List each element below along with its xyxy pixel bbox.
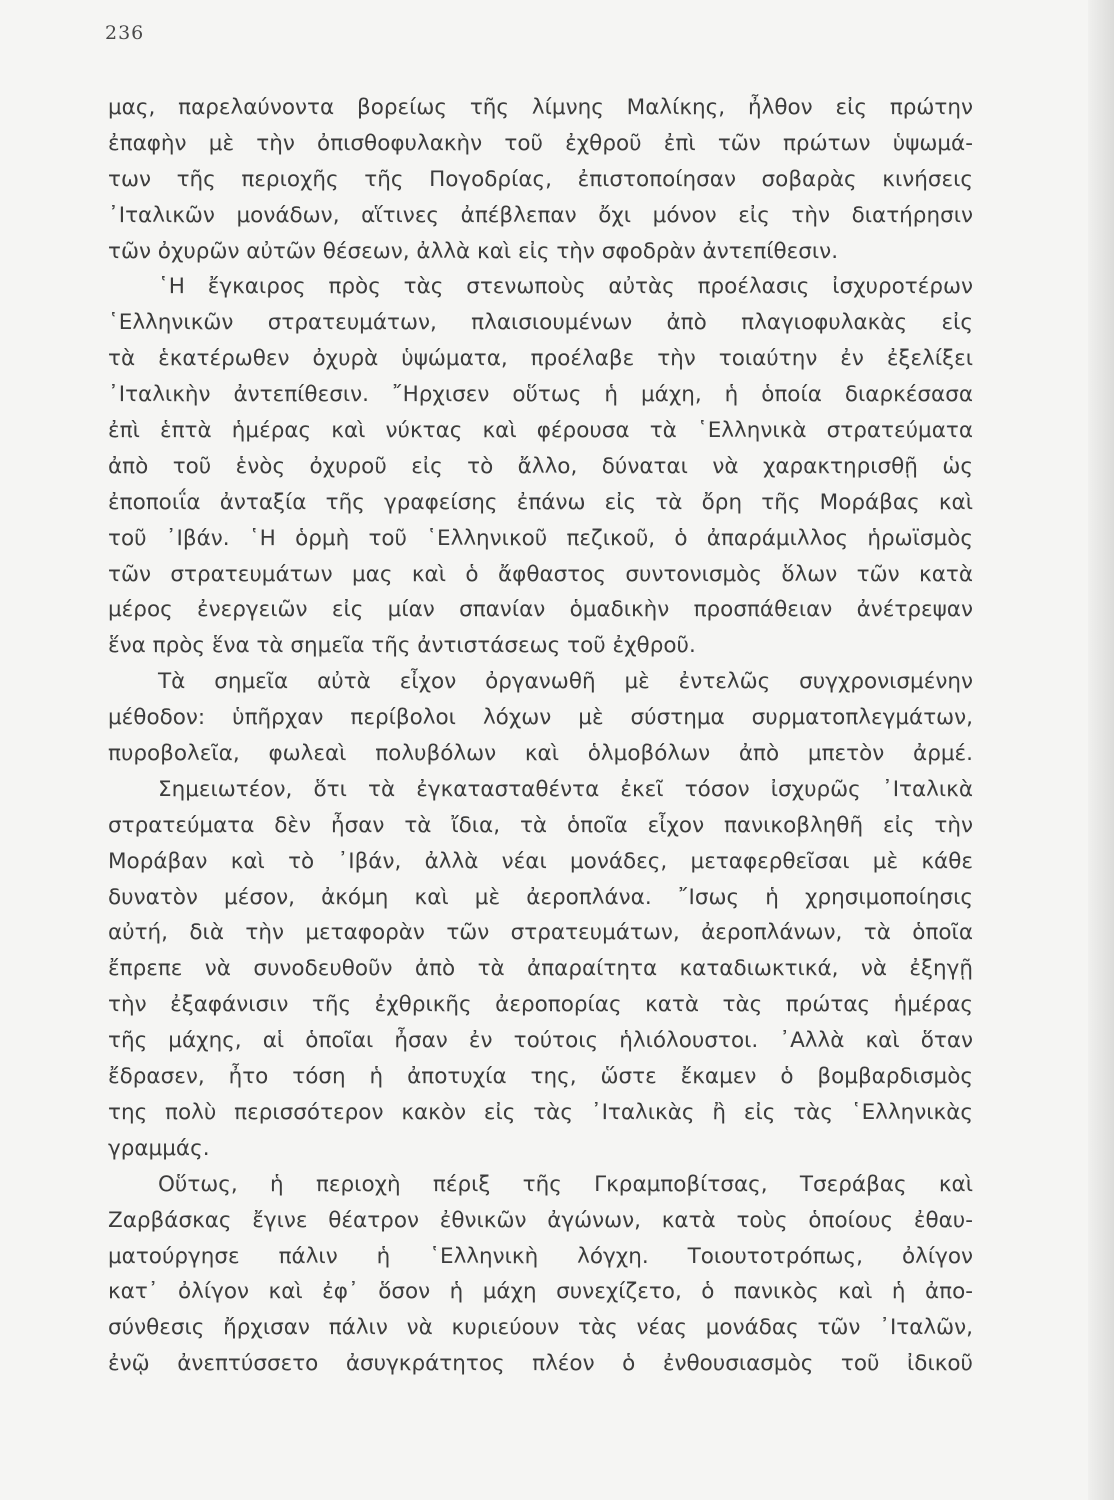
text-line: μας, παρελαύνοντα βορείως τῆς λίμνης Μαλίκης, ἦλθον εἰς πρώτην: [108, 95, 973, 120]
text-line: ἐπαφὴν μὲ τὴν ὀπισθοφυλακὴν τοῦ ἐχθροῦ ἐπὶ τῶν πρώτων ὑψωμά-: [108, 130, 973, 156]
text-line: ἐπὶ ἑπτὰ ἡμέρας καὶ νύκτας καὶ φέρουσα τὰ ῾Ελληνικὰ στρατεύματα: [108, 418, 973, 444]
text-line: τῶν ὀχυρῶν αὐτῶν θέσεων, ἀλλὰ καὶ εἰς τὴν σφοδρὰν ἀντεπίθεσιν.: [108, 238, 839, 264]
text-line: ᾿Ιταλικὴν ἀντεπίθεσιν. ῎Ηρχισεν οὕτως ἡ μάχη, ἡ ὁποία διαρκέσασα: [108, 382, 973, 408]
text-line: αὐτή, διὰ τὴν μεταφορὰν τῶν στρατευμάτων, ἀεροπλάνων, τὰ ὁποῖα: [108, 920, 973, 946]
text-line: ἐποποιΐα ἀνταξία τῆς γραφείσης ἐπάνω εἰς τὰ ὄρη τῆς Μοράβας καὶ: [108, 489, 973, 515]
text-line: ἔδρασεν, ἦτο τόση ἡ ἀποτυχία της, ὥστε ἔκαμεν ὁ βομβαρδισμὸς: [108, 1064, 973, 1090]
text-line: ἀπὸ τοῦ ἑνὸς ὀχυροῦ εἰς τὸ ἄλλο, δύναται νὰ χαρακτηρισθῇ ὡς: [108, 453, 973, 479]
text-line: τοῦ ᾿Ιβάν. ῾Η ὁρμὴ τοῦ ῾Ελληνικοῦ πεζικοῦ, ὁ ἀπαράμιλλος ἡρωϊσμὸς: [108, 525, 973, 551]
body-text: [108, 90, 973, 1382]
text-line: τὴν ἐξαφάνισιν τῆς ἐχθρικῆς ἀεροπορίας κατὰ τὰς πρώτας ἡμέρας: [108, 992, 973, 1018]
text-line: μέθοδον: ὑπῆρχαν περίβολοι λόχων μὲ σύστημα συρματοπλεγμάτων,: [108, 705, 973, 731]
page-number: 236: [105, 22, 145, 44]
text-line: των τῆς περιοχῆς τῆς Πογοδρίας, ἐπιστοποίησαν σοβαρὰς κινήσεις: [108, 166, 973, 192]
text-line: κατ᾿ ὀλίγον καὶ ἐφ᾿ ὅσον ἡ μάχη συνεχίζετο, ὁ πανικὸς καὶ ἡ ἀπο-: [108, 1279, 973, 1305]
text-line: τὰ ἑκατέρωθεν ὀχυρὰ ὑψώματα, προέλαβε τὴν τοιαύτην ἐν ἐξελίξει: [108, 346, 973, 372]
text-line: ἕνα πρὸς ἕνα τὰ σημεῖα τῆς ἀντιστάσεως τοῦ ἐχθροῦ.: [108, 633, 696, 659]
text-line: ᾿Ιταλικῶν μονάδων, αἵτινες ἀπέβλεπαν ὄχι μόνον εἰς τὴν διατήρησιν: [108, 202, 973, 228]
text-line: ἐνῷ ἀνεπτύσσετο ἀσυγκράτητος πλέον ὁ ἐνθουσιασμὸς τοῦ ἰδικοῦ: [108, 1351, 973, 1377]
text-line: γραμμάς.: [108, 1135, 210, 1161]
text-line: δυνατὸν μέσον, ἀκόμη καὶ μὲ ἀεροπλάνα. ῎Ισως ἡ χρησιμοποίησις: [108, 884, 973, 910]
text-line: Ζαρβάσκας ἔγινε θέατρον ἐθνικῶν ἀγώνων, κατὰ τοὺς ὁποίους ἐθαυ-: [108, 1207, 973, 1233]
text-line: της πολὺ περισσότερον κακὸν εἰς τὰς ᾿Ιταλικὰς ἢ εἰς τὰς ῾Ελληνικὰς: [108, 1099, 973, 1125]
text-line: Οὕτως, ἡ περιοχὴ πέριξ τῆς Γκραμποβίτσας, Τσεράβας καὶ: [158, 1171, 973, 1197]
text-line: τῆς μάχης, αἱ ὁποῖαι ἦσαν ἐν τούτοις ἡλιόλουστοι. ᾿Αλλὰ καὶ ὅταν: [108, 1028, 973, 1054]
text-line: Σημειωτέον, ὅτι τὰ ἐγκατασταθέντα ἐκεῖ τόσον ἰσχυρῶς ᾿Ιταλικὰ: [158, 776, 973, 802]
text-line: σύνθεσις ἤρχισαν πάλιν νὰ κυριεύουν τὰς νέας μονάδας τῶν ᾿Ιταλῶν,: [108, 1315, 973, 1341]
text-line: Μοράβαν καὶ τὸ ᾿Ιβάν, ἀλλὰ νέαι μονάδες, μεταφερθεῖσαι μὲ κάθε: [108, 848, 973, 874]
text-line: ματούργησε πάλιν ἡ ῾Ελληνικὴ λόγχη. Τοιουτοτρόπως, ὀλίγον: [108, 1243, 973, 1269]
text-line: τῶν στρατευμάτων μας καὶ ὁ ἄφθαστος συντονισμὸς ὅλων τῶν κατὰ: [108, 561, 973, 587]
text-line: ἔπρεπε νὰ συνοδευθοῦν ἀπὸ τὰ ἀπαραίτητα καταδιωκτικά, νὰ ἐξηγῇ: [108, 956, 973, 982]
text-line: Τὰ σημεῖα αὐτὰ εἶχον ὀργανωθῆ μὲ ἐντελῶς συγχρονισμένην: [158, 669, 973, 695]
text-line: μέρος ἐνεργειῶν εἰς μίαν σπανίαν ὁμαδικὴν προσπάθειαν ἀνέτρεψαν: [108, 597, 973, 623]
text-line: ῾Ελληνικῶν στρατευμάτων, πλαισιουμένων ἀπὸ πλαγιοφυλακὰς εἰς: [108, 310, 973, 336]
text-line: πυροβολεῖα, φωλεαὶ πολυβόλων καὶ ὁλμοβόλων ἀπὸ μπετὸν ἀρμέ.: [108, 741, 973, 767]
text-line: στρατεύματα δὲν ἦσαν τὰ ἴδια, τὰ ὁποῖα εἶχον πανικοβληθῆ εἰς τὴν: [108, 812, 973, 838]
text-line: ῾Η ἔγκαιρος πρὸς τὰς στενωποὺς αὐτὰς προέλασις ἰσχυροτέρων: [158, 274, 973, 300]
page-edge-shadow: [1088, 0, 1114, 1500]
